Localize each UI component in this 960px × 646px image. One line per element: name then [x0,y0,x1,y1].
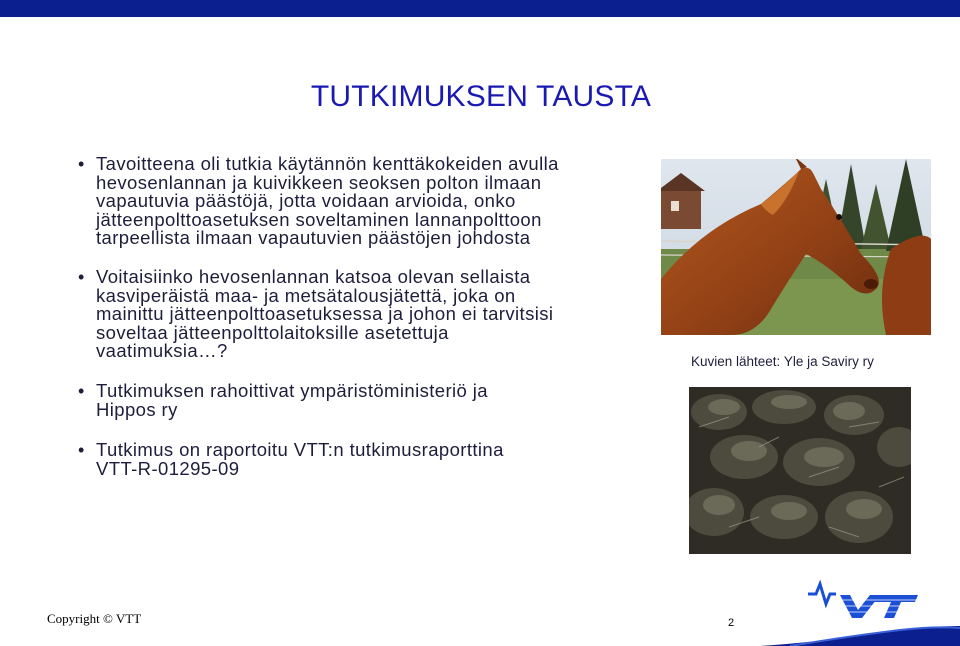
logo-text: VTT [800,574,802,575]
page-number: 2 [728,617,735,629]
bullet-item: • Tutkimuksen rahoittivat ympäristöministeriö ja Hippos ry [78,379,488,420]
copyright-text: Copyright © VTT [47,611,142,626]
manure-photo [689,387,911,554]
horse-photo [661,159,931,335]
bullet-dot-icon: • [78,440,85,461]
bullet-dot-icon: • [78,154,85,174]
image-caption: Kuvien lähteet: Yle ja Saviry ry [691,354,874,369]
bullet-item: • Tavoitteena oli tutkia käytännön kenttäkokeiden avulla hevosenlannan ja kuivikkeen seoksen polton ilmaan vapautuvia päästöjä, jotta voidaan arvioida, onko jätteenpolttoasetuksen soveltaminen lannanpolttoon tarpeellista ilmaan vapautuvien päästöjen johdosta [78,153,559,249]
bullet-item: • Voitaisiinko hevosenlannan katsoa olevan sellaista kasviperäistä maa- ja metsätalousjätettä, joka on mainittu jätteenpolttoasetuksessa ja johon ei tarvitsisi soveltaa jätteenpolttolaitoksille asetettuja vaatimuksia…? [78,265,554,362]
bullet-dot-icon: • [78,380,85,401]
top-bar [0,0,960,17]
bullet-list [76,155,651,478]
bullet-item: • Tutkimus on raportoitu VTT:n tutkimusraporttina VTT-R-01295-09 [78,439,504,479]
wave-decoration [760,612,960,646]
bullet-dot-icon: • [78,266,85,287]
slide-title: TUTKIMUKSEN TAUSTA [310,80,652,113]
